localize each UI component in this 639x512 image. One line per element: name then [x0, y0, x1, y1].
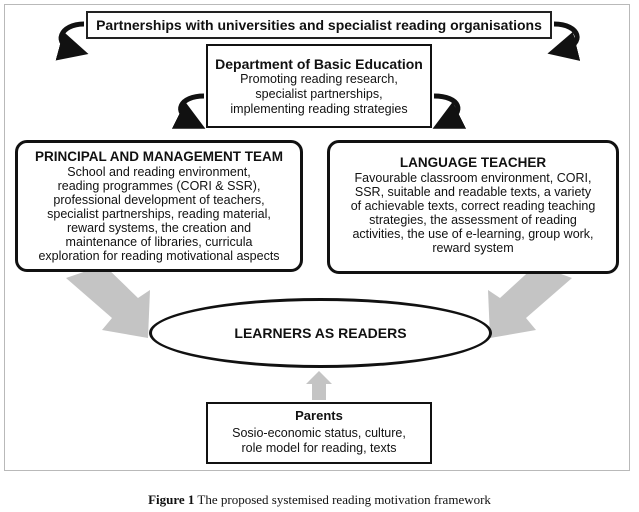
department-line: Promoting reading research,	[240, 72, 398, 86]
partnerships-text: Partnerships with universities and specialist reading organisations	[96, 17, 542, 33]
department-title: Department of Basic Education	[215, 56, 423, 72]
caption-text: The proposed systemised reading motivation framework	[194, 492, 491, 507]
department-box	[206, 44, 432, 128]
big-arrow-left	[66, 265, 150, 338]
principal-line: maintenance of libraries, curricula	[65, 235, 253, 249]
principal-line: School and reading environment,	[67, 165, 251, 179]
big-arrow-right	[488, 265, 572, 338]
caption-label: Figure 1	[148, 492, 195, 507]
principal-line: reading programmes (CORI & SSR),	[57, 179, 261, 193]
up-arrow-parents	[306, 371, 332, 400]
principal-box	[15, 140, 303, 272]
principal-line: professional development of teachers,	[53, 193, 265, 207]
principal-line: reward systems, the creation and	[66, 221, 252, 235]
principal-line: specialist partnerships, reading material,	[47, 207, 271, 221]
figure-caption	[0, 492, 639, 508]
principal-line: exploration for reading motivational aspects	[38, 249, 280, 263]
curved-arrow-mid-right	[434, 96, 458, 122]
department-line: specialist partnerships,	[255, 87, 383, 101]
principal-title: PRINCIPAL AND MANAGEMENT TEAM	[35, 149, 283, 164]
teacher-title: LANGUAGE TEACHER	[399, 155, 547, 170]
teacher-line: activities, the use of e-learning, group work,	[352, 227, 594, 241]
teacher-line: SSR, suitable and readable texts, a variety	[354, 185, 592, 199]
teacher-line: of achievable texts, correct reading teaching	[350, 199, 596, 213]
learners-ellipse	[149, 298, 492, 368]
parents-line: Sosio-economic status, culture,	[232, 426, 406, 440]
teacher-box	[327, 140, 619, 274]
parents-title: Parents	[295, 408, 343, 423]
department-line: implementing reading strategies	[230, 102, 408, 116]
teacher-line: Favourable classroom environment, CORI,	[354, 171, 592, 185]
partnerships-box	[86, 11, 552, 39]
curved-arrow-mid-left	[181, 96, 204, 122]
curved-arrow-top-left	[61, 24, 84, 50]
teacher-line: reward system	[432, 241, 514, 255]
parents-line: role model for reading, texts	[241, 441, 397, 455]
parents-box	[206, 402, 432, 464]
learners-text: LEARNERS AS READERS	[234, 325, 407, 341]
teacher-line: strategies, the assessment of reading	[369, 213, 577, 227]
curved-arrow-top-right	[554, 24, 577, 50]
